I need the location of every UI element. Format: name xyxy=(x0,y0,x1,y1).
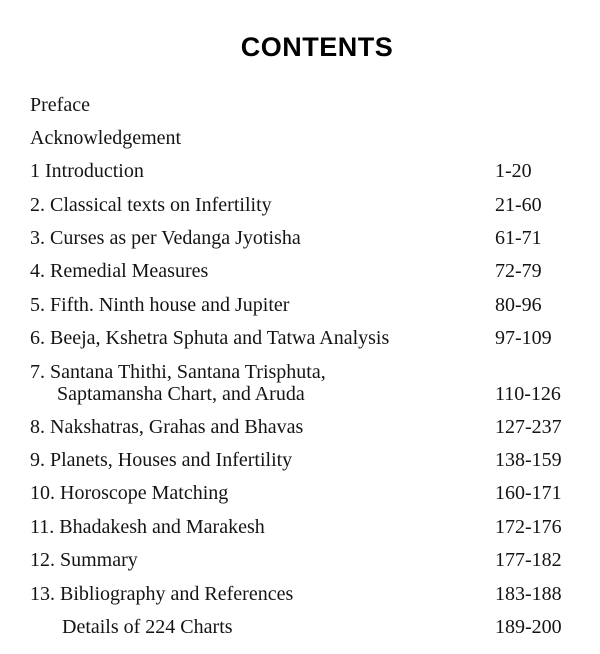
toc-page-range: 21-60 xyxy=(495,194,542,216)
toc-label-line-2: Saptamansha Chart, and Aruda xyxy=(57,383,305,405)
toc-page-range: 189-200 xyxy=(495,616,562,638)
toc-label: Preface xyxy=(30,94,90,116)
toc-label: 4. Remedial Measures xyxy=(30,260,209,282)
toc-label: 12. Summary xyxy=(30,549,138,571)
toc-page-range: 138-159 xyxy=(495,449,562,471)
toc-label-line-1: 7. Santana Thithi, Santana Trisphuta, xyxy=(30,361,326,383)
toc-label: Acknowledgement xyxy=(30,127,182,149)
toc-page-range: 110-126 xyxy=(495,383,561,405)
toc-label: 9. Planets, Houses and Infertility xyxy=(30,449,293,471)
toc-label: 10. Horoscope Matching xyxy=(30,482,229,504)
toc-page-range: 177-182 xyxy=(495,549,562,571)
toc-label: 8. Nakshatras, Grahas and Bhavas xyxy=(30,416,304,438)
toc-label: 5. Fifth. Ninth house and Jupiter xyxy=(30,294,290,316)
toc-label: 13. Bibliography and References xyxy=(30,583,294,605)
toc-label: 11. Bhadakesh and Marakesh xyxy=(30,516,265,538)
toc-page-range: 1-20 xyxy=(495,160,532,182)
page-title: CONTENTS xyxy=(240,32,394,62)
toc-label: Details of 224 Charts xyxy=(62,616,233,638)
toc-page-range: 97-109 xyxy=(495,327,552,349)
toc-page-range: 127-237 xyxy=(495,416,562,438)
toc-page-range: 72-79 xyxy=(495,260,542,282)
toc-label: 2. Classical texts on Infertility xyxy=(30,194,272,216)
toc-row-santana-thithi xyxy=(0,361,600,407)
toc-page-range: 160-171 xyxy=(495,482,562,504)
toc-label: 1 Introduction xyxy=(30,160,144,182)
toc-page-range: 183-188 xyxy=(495,583,562,605)
toc-label: 6. Beeja, Kshetra Sphuta and Tatwa Analysis xyxy=(30,327,390,349)
toc-page-range: 172-176 xyxy=(495,516,562,538)
toc-label: 3. Curses as per Vedanga Jyotisha xyxy=(30,227,301,249)
toc-page-range: 80-96 xyxy=(495,294,542,316)
toc-page-range: 61-71 xyxy=(495,227,542,249)
